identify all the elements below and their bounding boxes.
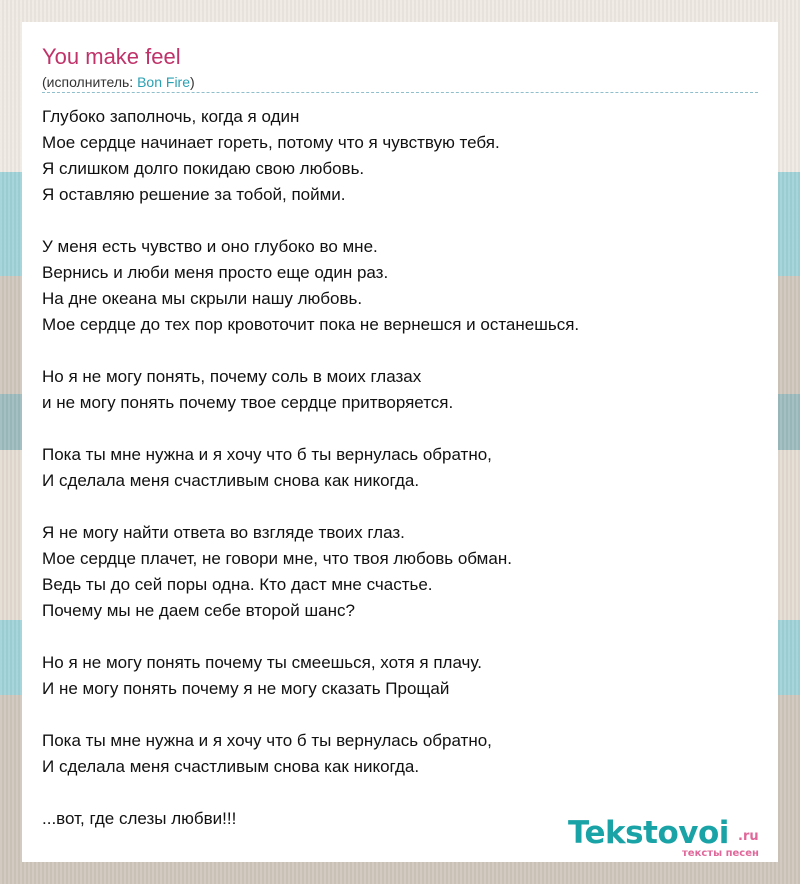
artist-line	[42, 73, 195, 91]
lyric-line: Пока ты мне нужна и я хочу что б ты вернулась обратно,	[42, 731, 492, 750]
lyric-line: И сделала меня счастливым снова как никогда.	[42, 471, 420, 490]
stanza	[42, 364, 758, 416]
site-logo[interactable]	[568, 815, 773, 859]
title-divider	[42, 92, 758, 93]
lyric-line: Мое сердце плачет, не говори мне, что твоя любовь обман.	[42, 549, 512, 568]
lyric-line: Ведь ты до сей поры одна. Кто даст мне счастье.	[42, 575, 433, 594]
logo-tagline: тексты песен	[682, 848, 759, 859]
logo-tld: .ru	[738, 829, 759, 844]
lyric-line: Пока ты мне нужна и я хочу что б ты вернулась обратно,	[42, 445, 492, 464]
lyric-line: Но я не могу понять, почему соль в моих глазах	[42, 367, 422, 386]
lyric-line: Мое сердце начинает гореть, потому что я чувствую тебя.	[42, 133, 500, 152]
lyric-line: Вернись и люби меня просто еще один раз.	[42, 263, 389, 282]
song-title: You make feel	[42, 44, 181, 69]
lyric-line: На дне океана мы скрыли нашу любовь.	[42, 289, 363, 308]
lyric-line: Мое сердце до тех пор кровоточит пока не вернешся и останешься.	[42, 315, 580, 334]
artist-prefix: (исполнитель:	[42, 74, 138, 90]
lyric-line: и не могу понять почему твое сердце притворяется.	[42, 393, 454, 412]
lyrics-body	[42, 104, 758, 858]
lyric-line: Я оставляю решение за тобой, пойми.	[42, 185, 346, 204]
artist-suffix: )	[190, 74, 195, 90]
stanza	[42, 234, 758, 338]
lyric-line: Но я не могу понять почему ты смеешься, хотя я плачу.	[42, 653, 482, 672]
lyric-line: Я слишком долго покидаю свою любовь.	[42, 159, 365, 178]
lyric-line: Почему мы не даем себе второй шанс?	[42, 601, 355, 620]
lyric-line: Я не могу найти ответа во взгляде твоих глаз.	[42, 523, 405, 542]
artist-link[interactable]: Bon Fire	[137, 74, 191, 90]
stanza	[42, 650, 758, 702]
lyric-line: ...вот, где слезы любви!!!	[42, 809, 237, 828]
lyrics-card	[22, 22, 778, 862]
stanza	[42, 728, 758, 780]
logo-name: Tekstovoi	[568, 815, 729, 851]
lyric-line: У меня есть чувство и оно глубоко во мне.	[42, 237, 378, 256]
stanza	[42, 520, 758, 624]
stanza	[42, 442, 758, 494]
lyric-line: Глубоко заполночь, когда я один	[42, 107, 300, 126]
lyric-line: И не могу понять почему я не могу сказать Прощай	[42, 679, 450, 698]
lyric-line: И сделала меня счастливым снова как никогда.	[42, 757, 420, 776]
stanza	[42, 104, 758, 208]
